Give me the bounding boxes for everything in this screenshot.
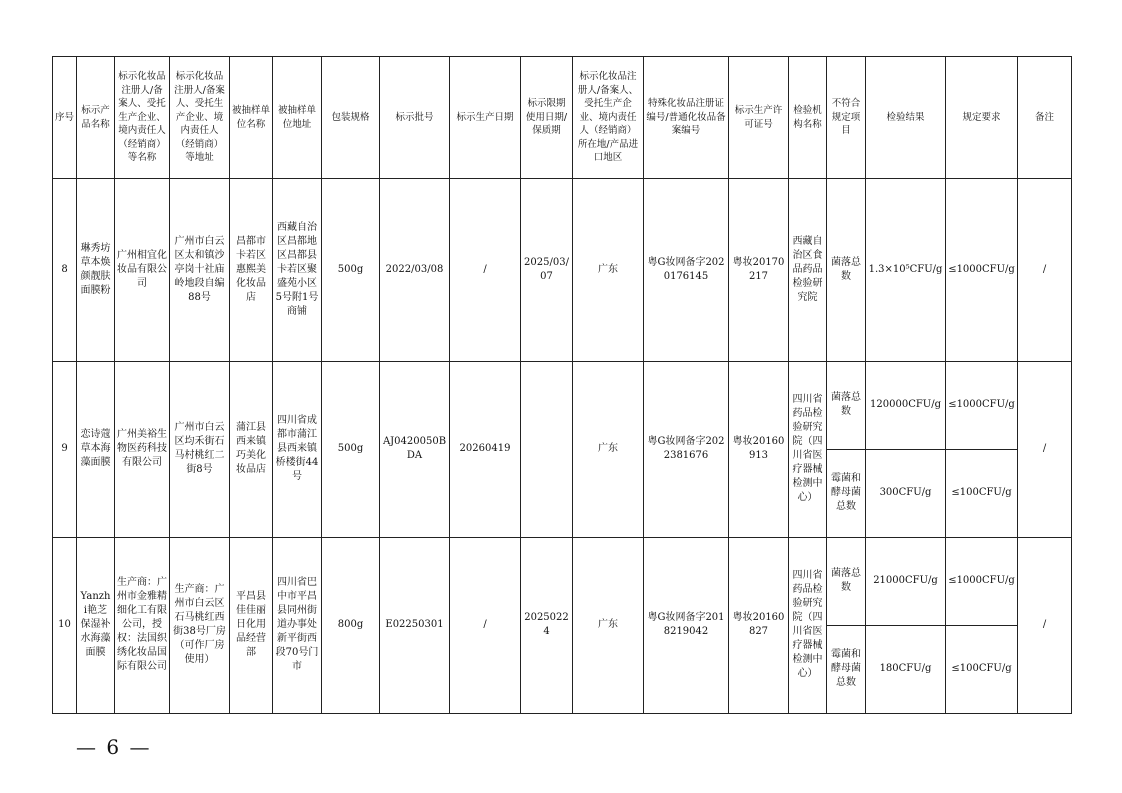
cell-requirement: ≤1000CFU/g bbox=[946, 361, 1018, 449]
cell-lab: 四川省药品检验研究院（四川省医疗器械检测中心） bbox=[789, 361, 827, 537]
header-cell: 不符合规定项目 bbox=[827, 57, 866, 179]
table-row bbox=[53, 179, 1072, 362]
cell-company-address: 广州市白云区太和镇沙亭岗十社庙岭地段自编88号 bbox=[170, 179, 230, 362]
cell-no: 8 bbox=[53, 179, 77, 362]
cell-production-date: 20260419 bbox=[450, 361, 521, 537]
cell-region: 广东 bbox=[573, 361, 644, 537]
cell-company-address: 广州市白云区均禾街石马村桃红二街8号 bbox=[170, 361, 230, 537]
cell-batch: 2022/03/08 bbox=[380, 179, 450, 362]
cell-no: 9 bbox=[53, 361, 77, 537]
cell-sampled-address: 西藏自治区昌都地区昌都县卡若区聚盛苑小区5号附1号商铺 bbox=[273, 179, 322, 362]
cell-expiry bbox=[521, 361, 573, 537]
cell-expiry: 20250224 bbox=[521, 537, 573, 713]
cell-production-date: / bbox=[450, 537, 521, 713]
cell-production-date: / bbox=[450, 179, 521, 362]
cell-batch: E02250301 bbox=[380, 537, 450, 713]
cell-result: 180CFU/g bbox=[866, 625, 946, 713]
cell-registration-no: 粤G妆网备字2020176145 bbox=[644, 179, 729, 362]
cell-sampled-unit: 昌都市卡若区惠熙美化妆品店 bbox=[230, 179, 273, 362]
inspection-table bbox=[52, 56, 1072, 714]
page-number: — 6 — bbox=[76, 735, 152, 759]
cell-company: 广州美裕生物医药科技有限公司 bbox=[115, 361, 170, 537]
cell-item: 菌落总数 bbox=[827, 537, 866, 625]
cell-registration-no: 粤G妆网备字2022381676 bbox=[644, 361, 729, 537]
cell-product: 琳秀坊草本焕颜靓肤面膜粉 bbox=[77, 179, 115, 362]
cell-item: 菌落总数 bbox=[827, 179, 866, 362]
header-cell: 被抽样单位名称 bbox=[230, 57, 273, 179]
cell-product: Yanzhi艳芝保湿补水海藻面膜 bbox=[77, 537, 115, 713]
cell-sampled-address: 四川省成都市蒲江县西来镇桥楼街44号 bbox=[273, 361, 322, 537]
cell-lab: 四川省药品检验研究院（四川省医疗器械检测中心） bbox=[789, 537, 827, 713]
header-cell: 标示化妆品注册人/备案人、受托生产企业、境内责任人（经销商）所在地/产品进口地区 bbox=[573, 57, 644, 179]
cell-lab: 西藏自治区食品药品检验研究院 bbox=[789, 179, 827, 362]
cell-sampled-unit: 平昌县佳佳丽日化用品经营部 bbox=[230, 537, 273, 713]
cell-license: 粤妆20170217 bbox=[729, 179, 789, 362]
cell-region: 广东 bbox=[573, 179, 644, 362]
cell-spec: 500g bbox=[322, 361, 380, 537]
header-cell: 检验结果 bbox=[866, 57, 946, 179]
header-cell: 被抽样单位地址 bbox=[273, 57, 322, 179]
header-cell: 标示批号 bbox=[380, 57, 450, 179]
cell-license: 粤妆20160913 bbox=[729, 361, 789, 537]
cell-region: 广东 bbox=[573, 537, 644, 713]
cell-license: 粤妆20160827 bbox=[729, 537, 789, 713]
header-cell: 标示生产许可证号 bbox=[729, 57, 789, 179]
cell-requirement: ≤100CFU/g bbox=[946, 449, 1018, 537]
header-cell: 标示限期使用日期/保质期 bbox=[521, 57, 573, 179]
cell-result: 120000CFU/g bbox=[866, 361, 946, 449]
header-cell: 备注 bbox=[1018, 57, 1072, 179]
cell-company: 广州相宜化妆品有限公司 bbox=[115, 179, 170, 362]
cell-remark: / bbox=[1018, 537, 1072, 713]
header-cell: 序号 bbox=[53, 57, 77, 179]
cell-result: 21000CFU/g bbox=[866, 537, 946, 625]
header-cell: 标示化妆品注册人/备案人、受托生产企业、境内责任人（经销商）等名称 bbox=[115, 57, 170, 179]
cell-product: 恋诗蔻草本海藻面膜 bbox=[77, 361, 115, 537]
cell-item: 霉菌和酵母菌总数 bbox=[827, 625, 866, 713]
cell-item: 霉菌和酵母菌总数 bbox=[827, 449, 866, 537]
cell-spec: 500g bbox=[322, 179, 380, 362]
cell-requirement: ≤1000CFU/g bbox=[946, 537, 1018, 625]
cell-result: 300CFU/g bbox=[866, 449, 946, 537]
cell-company: 生产商：广州市金雅精细化工有限公司，授权：法国织绣化妆品国际有限公司 bbox=[115, 537, 170, 713]
table-row bbox=[53, 537, 1072, 625]
cell-remark: / bbox=[1018, 361, 1072, 537]
table-row bbox=[53, 361, 1072, 449]
cell-spec: 800g bbox=[322, 537, 380, 713]
header-cell: 标示产品名称 bbox=[77, 57, 115, 179]
header-cell: 标示生产日期 bbox=[450, 57, 521, 179]
cell-sampled-unit: 蒲江县西来镇巧美化妆品店 bbox=[230, 361, 273, 537]
cell-expiry: 2025/03/07 bbox=[521, 179, 573, 362]
cell-company-address: 生产商：广州市白云区石马桃红西街38号厂房（可作厂房使用） bbox=[170, 537, 230, 713]
cell-requirement: ≤1000CFU/g bbox=[946, 179, 1018, 362]
table-header-row bbox=[53, 57, 1072, 179]
header-cell: 检验机构名称 bbox=[789, 57, 827, 179]
cell-sampled-address: 四川省巴中市平昌县同州街道办事处新平街西段70号门市 bbox=[273, 537, 322, 713]
cell-registration-no: 粤G妆网备字2018219042 bbox=[644, 537, 729, 713]
header-cell: 标示化妆品注册人/备案人、受托生产企业、境内责任人（经销商）等地址 bbox=[170, 57, 230, 179]
cell-batch: AJ0420050BDA bbox=[380, 361, 450, 537]
header-cell: 规定要求 bbox=[946, 57, 1018, 179]
cell-item: 菌落总数 bbox=[827, 361, 866, 449]
header-cell: 特殊化妆品注册证编号/普通化妆品备案编号 bbox=[644, 57, 729, 179]
cell-requirement: ≤100CFU/g bbox=[946, 625, 1018, 713]
cell-remark: / bbox=[1018, 179, 1072, 362]
cell-result: 1.3×10⁵CFU/g bbox=[866, 179, 946, 362]
header-cell: 包装规格 bbox=[322, 57, 380, 179]
cell-no: 10 bbox=[53, 537, 77, 713]
